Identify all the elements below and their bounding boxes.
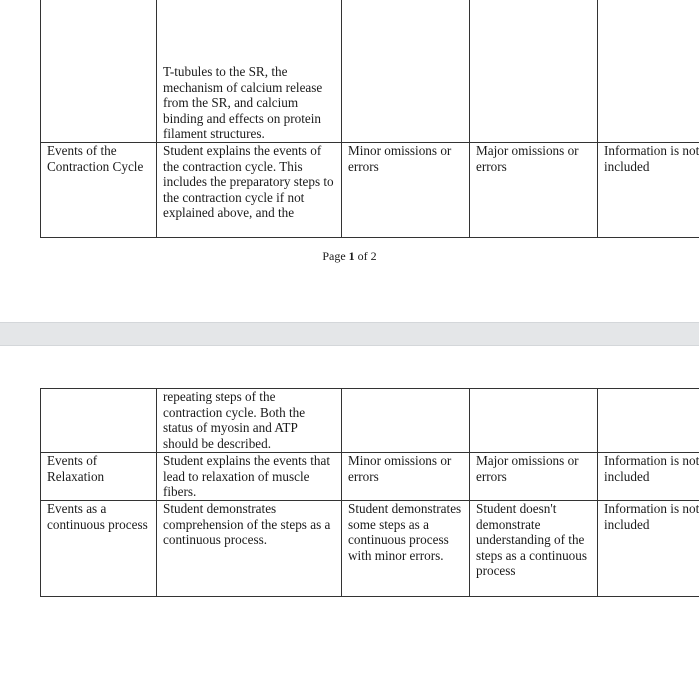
description-cell: Student explains the events that lead to relaxation of muscle fibers. bbox=[157, 453, 342, 501]
total-pages: 2 bbox=[370, 249, 377, 263]
not-included-cell: Information is not included bbox=[598, 501, 699, 597]
major-errors-cell bbox=[470, 389, 598, 453]
page-of: of bbox=[357, 249, 368, 263]
minor-errors-cell: Minor omissions or errors bbox=[342, 143, 470, 238]
not-included-cell: Information is not included bbox=[598, 453, 699, 501]
table-row bbox=[41, 0, 699, 143]
document-page-2 bbox=[0, 346, 699, 700]
document-page-1 bbox=[0, 0, 699, 322]
table-row bbox=[41, 389, 699, 453]
not-included-cell: Information is not included bbox=[598, 143, 699, 238]
major-errors-cell: Student doesn't demonstrate understanding of the steps as a continuous process bbox=[470, 501, 598, 597]
minor-errors-cell bbox=[342, 0, 470, 143]
table-row bbox=[41, 143, 699, 238]
not-included-cell bbox=[598, 389, 699, 453]
description-cell: Student demonstrates comprehension of the steps as a continuous process. bbox=[157, 501, 342, 597]
current-page: 1 bbox=[348, 249, 355, 263]
not-included-cell bbox=[598, 0, 699, 143]
criterion-cell: Events of the Contraction Cycle bbox=[41, 143, 157, 238]
criterion-cell: Events as a continuous process bbox=[41, 501, 157, 597]
minor-errors-cell: Student demonstrates some steps as a continuous process with minor errors. bbox=[342, 501, 470, 597]
criterion-cell bbox=[41, 0, 157, 143]
description-cell: repeating steps of the contraction cycle. Both the status of myosin and ATP should be described. bbox=[157, 389, 342, 453]
major-errors-cell: Major omissions or errors bbox=[470, 143, 598, 238]
minor-errors-cell: Minor omissions or errors bbox=[342, 453, 470, 501]
description-cell: T-tubules to the SR, the mechanism of calcium release from the SR, and calcium binding and effects on protein filament structures. bbox=[157, 0, 342, 143]
page-separator bbox=[0, 322, 699, 346]
rubric-table-page-2 bbox=[40, 388, 699, 597]
rubric-table-page-1 bbox=[40, 0, 699, 238]
major-errors-cell bbox=[470, 0, 598, 143]
table-row bbox=[41, 501, 699, 597]
minor-errors-cell bbox=[342, 389, 470, 453]
table-row bbox=[41, 453, 699, 501]
major-errors-cell: Major omissions or errors bbox=[470, 453, 598, 501]
description-cell: Student explains the events of the contraction cycle. This includes the preparatory steps to the contraction cycle if not explained above, and the bbox=[157, 143, 342, 238]
criterion-cell: Events of Relaxation bbox=[41, 453, 157, 501]
criterion-cell bbox=[41, 389, 157, 453]
page-number bbox=[0, 249, 699, 263]
page-label: Page bbox=[322, 249, 346, 263]
